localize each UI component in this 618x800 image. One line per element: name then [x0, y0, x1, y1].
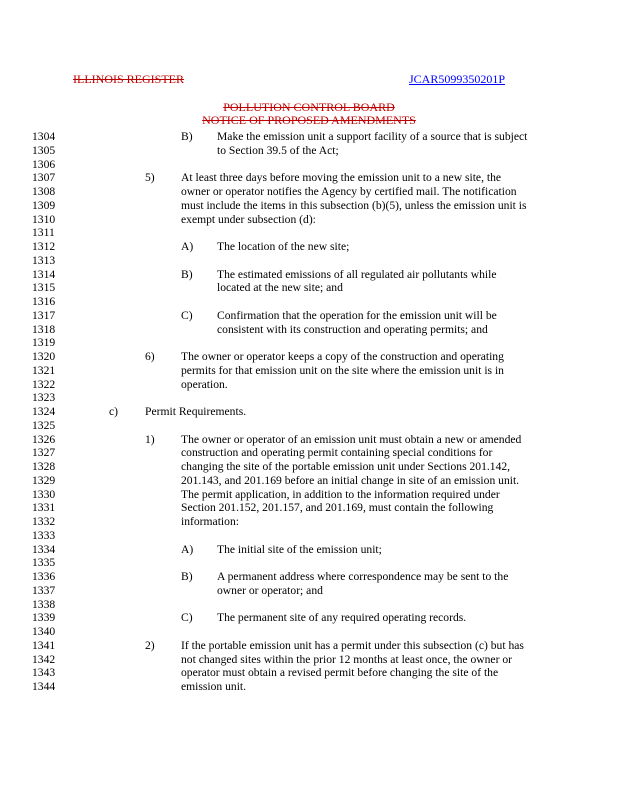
item-label: B): [181, 570, 193, 583]
line-text: owner or operator notifies the Agency by certified mail. The notification: [181, 185, 517, 198]
line-text: information:: [181, 515, 239, 528]
line-number: 1343: [32, 666, 56, 680]
line-text: operator must obtain a revised permit before changing the site of the: [181, 666, 499, 680]
item-label: 6): [145, 350, 155, 363]
line-number: 1317: [32, 308, 56, 322]
line-text: If the portable emission unit has a permit under this subsection (c) but has: [181, 638, 524, 652]
line-text: The owner or operator keeps a copy of the construction and operating: [181, 350, 504, 363]
notice-title: NOTICE OF PROPOSED AMENDMENTS: [202, 113, 416, 127]
line-text: The estimated emissions of all regulated air pollutants while: [217, 267, 497, 281]
jcar-code-link[interactable]: JCAR5099350201P: [409, 72, 506, 86]
line-text: Confirmation that the operation for the emission unit will be: [217, 308, 497, 322]
line-number: 1328: [32, 460, 56, 473]
line-number: 1318: [32, 322, 56, 336]
line-text: permits for that emission unit on the site where the emission unit is in: [181, 363, 504, 377]
item-label: 1): [145, 432, 155, 446]
item-label: B): [181, 267, 193, 281]
item-label: B): [181, 130, 193, 143]
line-number: 1330: [32, 487, 56, 501]
line-number: 1312: [32, 240, 56, 253]
line-number: 1339: [32, 611, 56, 625]
line-number: 1340: [32, 625, 56, 638]
line-text: to Section 39.5 of the Act;: [217, 143, 339, 157]
line-text: emission unit.: [181, 680, 247, 693]
item-label: C): [181, 611, 193, 625]
line-number: 1336: [32, 570, 56, 583]
line-number: 1306: [32, 157, 56, 171]
line-text: The location of the new site;: [217, 240, 350, 253]
line-number: 1325: [32, 418, 56, 432]
line-number: 1319: [32, 336, 56, 350]
item-label: c): [109, 405, 119, 418]
line-number: 1323: [32, 391, 56, 405]
item-label: 2): [145, 638, 155, 652]
item-label: C): [181, 308, 193, 322]
line-number: 1309: [32, 198, 56, 212]
line-number: 1341: [32, 638, 56, 652]
line-number: 1307: [32, 171, 56, 185]
line-number: 1308: [32, 185, 56, 198]
line-text: The permanent site of any required operating records.: [217, 611, 467, 625]
line-number: 1304: [32, 130, 56, 143]
line-number: 1326: [32, 432, 56, 446]
line-text: Permit Requirements.: [145, 405, 247, 418]
line-number: 1320: [32, 350, 56, 363]
line-number: 1329: [32, 473, 56, 487]
line-number: 1331: [32, 501, 56, 515]
line-text: construction and operating permit containing special conditions for: [181, 446, 493, 460]
line-number: 1338: [32, 597, 56, 611]
line-number: 1321: [32, 363, 56, 377]
line-text: located at the new site; and: [217, 281, 343, 295]
line-number: 1322: [32, 377, 56, 391]
line-text: The permit application, in addition to the information required under: [181, 487, 500, 501]
line-text: must include the items in this subsection (b)(5), unless the emission unit is: [181, 198, 527, 212]
line-number: 1337: [32, 583, 56, 597]
line-text: exempt under subsection (d):: [181, 212, 316, 226]
line-number: 1315: [32, 281, 56, 295]
line-number: 1311: [32, 226, 55, 240]
line-text: not changed sites within the prior 12 months at least once, the owner or: [181, 652, 512, 666]
register-header: ILLINOIS REGISTER: [73, 72, 184, 86]
line-number: 1335: [32, 556, 56, 570]
line-text: Make the emission unit a support facility of a source that is subject: [217, 130, 528, 143]
line-text: Section 201.152, 201.157, and 201.169, must contain the following: [181, 501, 494, 515]
line-text: operation.: [181, 377, 228, 391]
line-text: changing the site of the portable emission unit under Sections 201.142,: [181, 460, 511, 473]
line-number: 1314: [32, 267, 56, 281]
line-text: 201.143, and 201.169 before an initial change in site of an emission unit.: [181, 473, 520, 487]
item-label: A): [181, 240, 194, 253]
line-text: owner or operator; and: [217, 583, 323, 597]
line-text: The initial site of the emission unit;: [217, 542, 382, 556]
item-label: 5): [145, 171, 155, 185]
line-text: At least three days before moving the emission unit to a new site, the: [181, 171, 502, 185]
agency-title: POLLUTION CONTROL BOARD: [223, 100, 395, 114]
line-text: A permanent address where correspondence may be sent to the: [217, 570, 509, 583]
line-number: 1305: [32, 143, 56, 157]
line-number: 1333: [32, 528, 56, 542]
line-number: 1316: [32, 295, 56, 308]
line-number: 1344: [32, 680, 56, 693]
line-number: 1324: [32, 405, 56, 418]
line-number: 1327: [32, 446, 56, 460]
line-number: 1342: [32, 652, 56, 666]
line-number: 1332: [32, 515, 56, 528]
line-number: 1310: [32, 212, 56, 226]
line-number: 1334: [32, 542, 56, 556]
line-text: consistent with its construction and operating permits; and: [217, 322, 488, 336]
line-number: 1313: [32, 253, 56, 267]
line-text: The owner or operator of an emission unit must obtain a new or amended: [181, 432, 522, 446]
item-label: A): [181, 542, 194, 556]
